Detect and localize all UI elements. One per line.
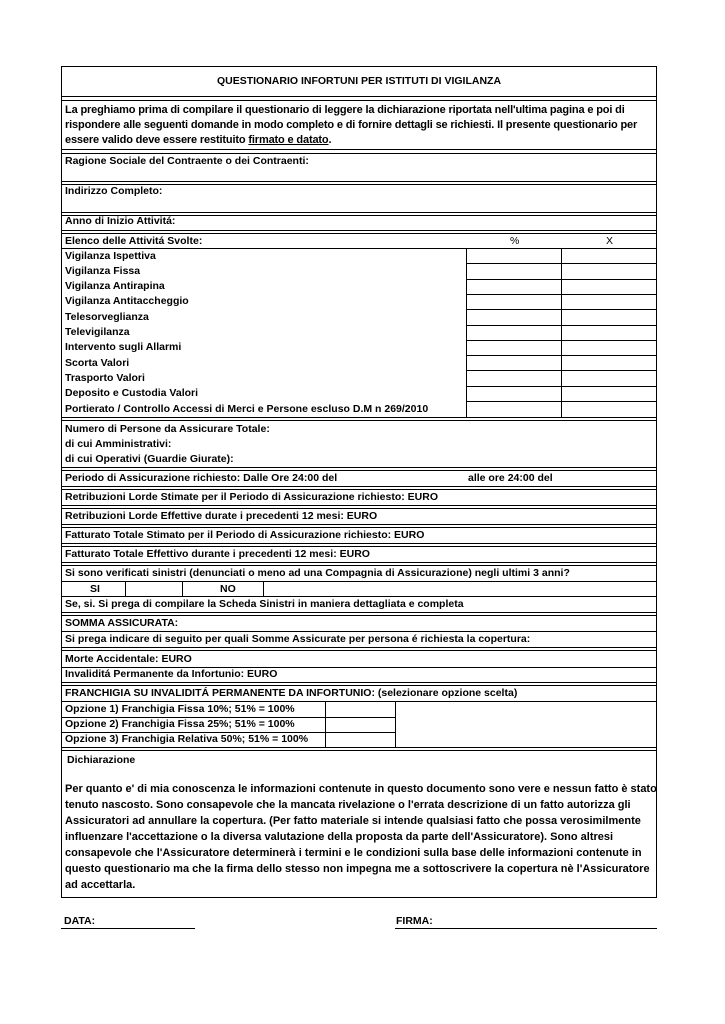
grid-line [325, 701, 326, 747]
franchigia-option-3: Opzione 3) Franchigia Relativa 50%; 51% = 100% [65, 733, 309, 745]
x-column-header: X [606, 235, 614, 247]
periodo-to-label: alle ore 24:00 del [468, 472, 553, 484]
grid-line [561, 248, 562, 417]
activity-percent-cell[interactable] [467, 325, 561, 340]
sinistri-question: Si sono verificati sinistri (denunciati o meno ad una Compagnia di Assicurazione) negli ultimi 3 anni? [65, 567, 570, 579]
divider [62, 650, 656, 651]
activity-x-cell[interactable] [562, 294, 656, 309]
grid-line [395, 701, 396, 747]
questionnaire-form [61, 66, 657, 898]
activity-label: Vigilanza Fissa [65, 264, 141, 277]
activity-x-cell[interactable] [562, 355, 656, 370]
divider [62, 153, 656, 154]
activity-label: Vigilanza Antirapina [65, 280, 165, 293]
divider [62, 508, 656, 509]
activity-percent-cell[interactable] [467, 401, 561, 416]
fatturato-effettivo-label: Fatturato Totale Effettivo durante i precedenti 12 mesi: EURO [65, 548, 370, 560]
activity-label: Televigilanza [65, 326, 130, 338]
intro-underlined: firmato e datato [248, 134, 329, 146]
divider [62, 467, 656, 468]
divider [62, 747, 656, 748]
activity-label: Telesorveglianza [65, 310, 149, 323]
activity-label: Intervento sugli Allarmi [65, 341, 182, 354]
divider [62, 562, 656, 563]
data-label: DATA: [64, 915, 96, 927]
divider [62, 701, 656, 702]
activity-x-cell[interactable] [562, 263, 656, 278]
activity-x-cell[interactable] [562, 370, 656, 385]
divider [62, 546, 656, 547]
divider [62, 543, 656, 544]
activity-label: Scorta Valori [65, 356, 130, 369]
divider [62, 596, 656, 597]
divider [62, 685, 656, 686]
activity-percent-cell[interactable] [467, 279, 561, 294]
divider [62, 470, 656, 471]
divider [62, 212, 656, 213]
persons-operativi-label: di cui Operativi (Guardie Giurate): [65, 453, 234, 465]
divider [62, 505, 656, 506]
divider [62, 527, 656, 528]
fatturato-stimato-label: Fatturato Totale Stimato per il Periodo di Assicurazione richiesto: EURO [65, 529, 425, 541]
grid-line [263, 581, 264, 596]
activity-percent-cell[interactable] [467, 248, 561, 263]
activity-percent-cell[interactable] [467, 340, 561, 355]
activity-percent-cell[interactable] [467, 309, 561, 324]
franchigia-option-1: Opzione 1) Franchigia Fissa 10%; 51% = 100% [65, 703, 295, 715]
percent-column-header: % [510, 235, 520, 247]
activity-x-cell[interactable] [562, 340, 656, 355]
ragione-sociale-label: Ragione Sociale del Contraente o dei Contraenti: [65, 155, 309, 167]
activity-x-cell[interactable] [562, 248, 656, 263]
somma-header: SOMMA ASSICURATA: [65, 617, 179, 629]
divider [62, 233, 656, 234]
invalidita-label: Invaliditá Permanente da Infortunio: EURO [65, 668, 278, 680]
divider [62, 647, 656, 648]
dichiarazione-header: Dichiarazione [67, 754, 136, 766]
sinistri-note: Se, si. Si prega di compilare la Scheda Sinistri in maniera dettagliata e completa [65, 598, 464, 610]
franchigia-option-2: Opzione 2) Franchigia Fissa 25%; 51% = 100% [65, 718, 295, 730]
somma-note: Si prega indicare di seguito per quali Somme Assicurate per persona é richiesta la copertura: [65, 633, 531, 645]
sinistri-si-label: SI [90, 583, 100, 595]
anno-inizio-label: Anno di Inizio Attivitá: [65, 215, 176, 227]
activity-x-cell[interactable] [562, 279, 656, 294]
activity-x-cell[interactable] [562, 309, 656, 324]
activity-percent-cell[interactable] [467, 386, 561, 401]
activity-label: Deposito e Custodia Valori [65, 387, 199, 400]
activity-label: Vigilanza Ispettiva [65, 249, 156, 262]
activity-x-cell[interactable] [562, 401, 656, 416]
activity-x-cell[interactable] [562, 386, 656, 401]
data-signature-line[interactable] [61, 928, 195, 929]
indirizzo-label: Indirizzo Completo: [65, 185, 163, 197]
firma-label: FIRMA: [396, 915, 433, 927]
divider [62, 181, 656, 182]
retribuzioni-stimate-label: Retribuzioni Lorde Stimate per il Periodo di Assicurazione richiesto: EURO [65, 491, 439, 503]
divider [62, 612, 656, 613]
retribuzioni-effettive-label: Retribuzioni Lorde Effettive durate i precedenti 12 mesi: EURO [65, 510, 378, 522]
divider [62, 750, 656, 751]
activity-label: Trasporto Valori [65, 371, 145, 384]
sinistri-no-label: NO [220, 583, 236, 595]
grid-line [182, 581, 183, 596]
activity-label: Portierato / Controllo Accessi di Merci e Persone escluso D.M n 269/2010 [65, 402, 429, 415]
form-title: QUESTIONARIO INFORTUNI PER ISTITUTI DI VIGILANZA [216, 75, 502, 87]
divider [62, 420, 656, 421]
dichiarazione-text: Per quanto e' di mia conoscenza le informazioni contenute in questo documento sono vere e nessun fatto è stato tenuto nascosto. Sono consapevole che la mancata rivelazione o l'errata descrizione di un fatto autorizza gli Assicuratori ad annullare la copertura. (Per fatto materiale si intende qualsiasi fatto che possa verosimilmente influenzare l'accettazione o la diversa valutazione della proposta da parte dell'Assicuratore). Sono altresi consapevole che l'Assicuratore determinerà i termini e le condizioni sulla base delle informazioni contenute in questo questionario ma che la firma dello stesso non impegna me a sottoscrivere la copertura nè l'Assicuratore ad accettarla. [65, 783, 657, 891]
activity-percent-cell[interactable] [467, 355, 561, 370]
divider [62, 96, 656, 97]
franchigia-header: FRANCHIGIA SU INVALIDITÁ PERMANENTE DA INFORTUNIO: (selezionare opzione scelta) [65, 687, 518, 699]
firma-signature-line[interactable] [395, 928, 657, 929]
divider [62, 489, 656, 490]
activity-x-cell[interactable] [562, 325, 656, 340]
activity-percent-cell[interactable] [467, 294, 561, 309]
morte-label: Morte Accidentale: EURO [65, 653, 192, 665]
intro-text: La preghiamo prima di compilare il questionario di leggere la dichiarazione riportata nell'ultima pagina e poi di rispondere alle seguenti domande in modo completo e di fornire dettagli se richiesti. Il presente questionario per essere valido deve essere restituito firmato e datato. [65, 104, 638, 146]
divider [62, 417, 656, 418]
divider [62, 486, 656, 487]
divider [62, 631, 656, 632]
activity-percent-cell[interactable] [467, 370, 561, 385]
divider [62, 230, 656, 231]
divider [62, 682, 656, 683]
divider [62, 565, 656, 566]
divider [62, 100, 656, 101]
persons-admin-label: di cui Amministrativi: [65, 438, 172, 450]
periodo-from-label: Periodo di Assicurazione richiesto: Dalle Ore 24:00 del [65, 472, 338, 484]
activity-label: Vigilanza Antitaccheggio [65, 295, 189, 308]
divider [62, 149, 656, 150]
grid-line [466, 248, 467, 417]
divider [62, 524, 656, 525]
divider [62, 581, 656, 582]
activity-percent-cell[interactable] [467, 263, 561, 278]
grid-line [125, 581, 126, 596]
persons-total-label: Numero di Persone da Assicurare Totale: [65, 423, 270, 435]
activities-header: Elenco delle Attivitá Svolte: [65, 235, 203, 247]
divider [62, 615, 656, 616]
